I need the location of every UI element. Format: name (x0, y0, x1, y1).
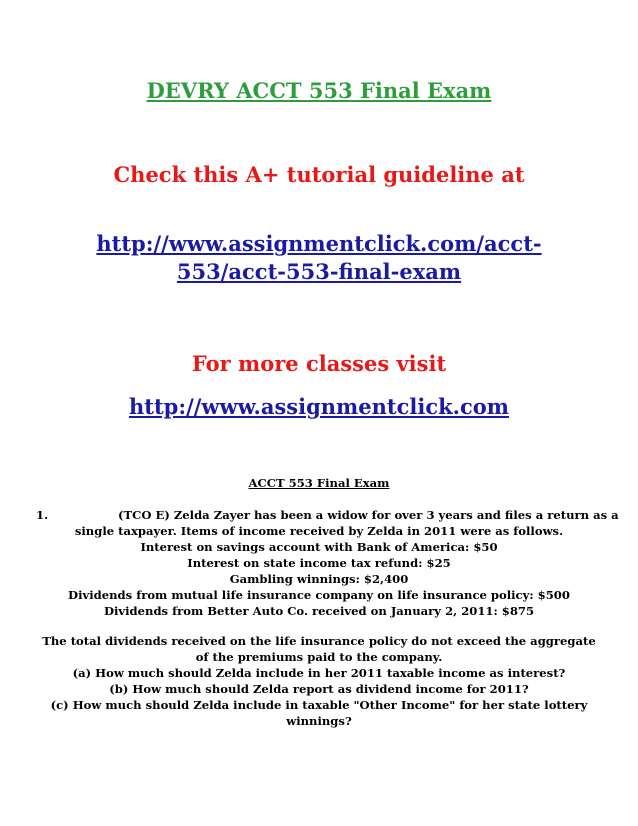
promo-text-classes: For more classes visit (191, 351, 447, 376)
question-part-c-continued: winnings? (286, 714, 352, 728)
question-note-line: The total dividends received on the life insurance policy do not exceed the aggregate (42, 634, 596, 648)
question-line: Dividends from mutual life insurance company on life insurance policy: $500 (68, 588, 570, 602)
document-title: DEVRY ACCT 553 Final Exam (146, 78, 492, 103)
question-line: Interest on state income tax refund: $25 (187, 556, 451, 570)
tutorial-link-line-1[interactable]: http://www.assignmentclick.com/acct- (96, 231, 542, 256)
question-line: single taxpayer. Items of income received by Zelda in 2011 were as follows. (74, 524, 564, 538)
question-note-line: of the premiums paid to the company. (195, 650, 443, 664)
question-part-b: (b) How much should Zelda report as dividend income for 2011? (109, 682, 529, 696)
question-part-c: (c) How much should Zelda include in taxable "Other Income" for her state lottery (50, 698, 588, 712)
question-number: 1. (36, 508, 49, 522)
question-first-line: (TCO E) Zelda Zayer has been a widow for over 3 years and files a return as a (118, 508, 619, 522)
question-line: Interest on savings account with Bank of America: $50 (140, 540, 498, 554)
question-part-a: (a) How much should Zelda include in her 2011 taxable income as interest? (72, 666, 566, 680)
question-line: Dividends from Better Auto Co. received on January 2, 2011: $875 (103, 604, 535, 618)
site-link[interactable]: http://www.assignmentclick.com (128, 394, 509, 419)
tutorial-link-line-2[interactable]: 553/acct-553-final-exam (176, 259, 462, 284)
exam-heading: ACCT 553 Final Exam (248, 476, 390, 490)
promo-text-tutorial: Check this A+ tutorial guideline at (113, 162, 525, 187)
question-line: Gambling winnings: $2,400 (229, 572, 409, 586)
